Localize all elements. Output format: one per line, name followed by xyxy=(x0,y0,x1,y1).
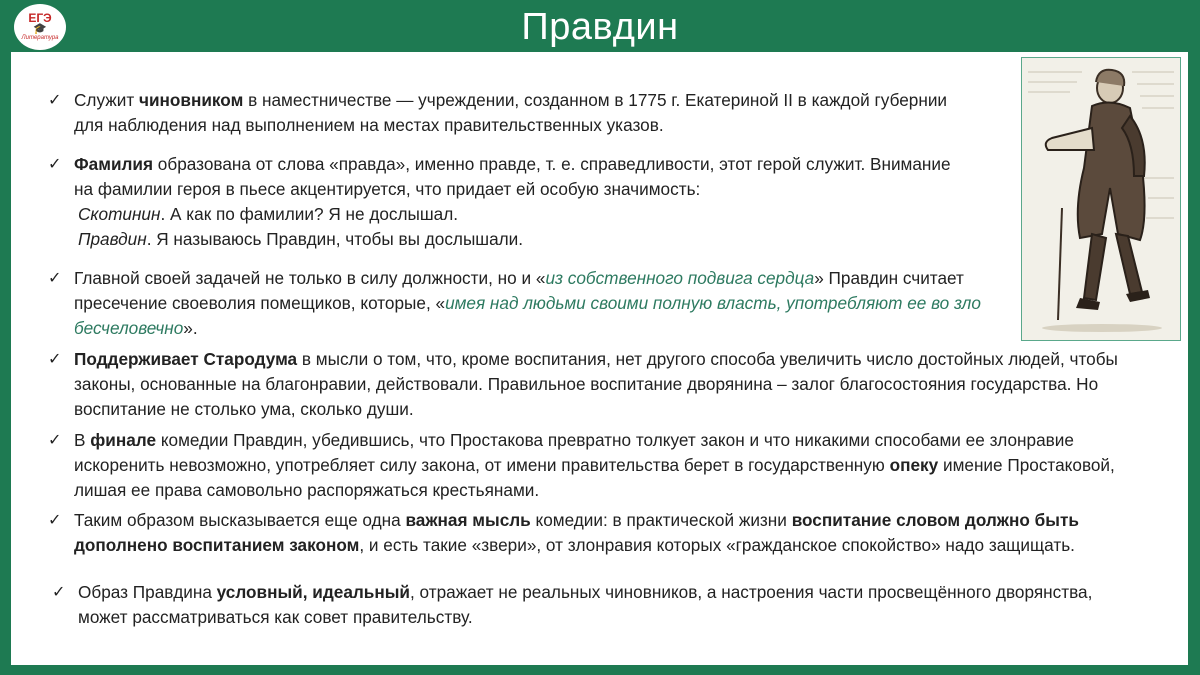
check-icon: ✓ xyxy=(48,512,62,529)
bullet-finale: В финале комедии Правдин, убедившись, что Простакова превратно толкует закон и что никакими способами ее злонравие искоренить невозможно, употребляет силу закона, от имени правительства берет в государственную опеку имение Простаковой, лишая ее права самовольно распоряжаться крестьянами. xyxy=(74,430,1115,500)
check-icon: ✓ xyxy=(48,156,62,173)
bullet-duty: Служит чиновником в наместничестве — учреждении, созданном в 1775 г. Екатериной II в каждой губернии для наблюдения над выполнением на местах правительственных указов. xyxy=(74,90,948,135)
check-icon: ✓ xyxy=(48,432,62,449)
page-title: Правдин xyxy=(521,6,679,48)
bullet-important-idea: Таким образом высказывается еще одна важная мысль комедии: в практической жизни воспитание словом должно быть дополнено воспитанием законом, и есть такие «звери», от злонравия которых «гражданское спокойство» надо защищать. xyxy=(74,510,1079,555)
bullet-surname: Фамилия образована от слова «правда», именно правде, т. е. справедливости, этот герой служит. Внимание на фамилии героя в пьесе акцентируется, что придает ей особую значимость: Скотинин. А как по фамилии? Я не дослышал. Правдин. Я называюсь Правдин, чтобы вы дослышали. xyxy=(74,154,951,249)
bullet-starodum: Поддерживает Стародума в мысли о том, что, кроме воспитания, нет другого способа увеличить число достойных людей, чтобы законы, основанные на благонравии, действовали. Правильное воспитание дворянина – залог благосостояния государства. Но воспитание не столько ума, сколько души. xyxy=(74,349,1118,419)
graduation-cap-icon: 🎓 xyxy=(33,23,47,35)
bullet-main-task: Главной своей задачей не только в силу должности, но и «из собственного подвига сердца» Правдин считает пресечение своеволия помещиков, которые, «имея над людьми своими полную власть, употребляют ее во зло бесчеловечно». xyxy=(74,268,981,338)
logo-text: ЕГЭ xyxy=(28,11,52,25)
check-icon: ✓ xyxy=(52,584,66,601)
check-icon: ✓ xyxy=(48,92,62,109)
portrait-image xyxy=(1021,57,1181,341)
check-icon: ✓ xyxy=(48,270,62,287)
bullet-ideal-image: Образ Правдина условный, идеальный, отражает не реальных чиновников, а настроения части просвещённого дворянства, может рассматриваться как совет правительству. xyxy=(78,582,1093,627)
logo-subtitle: Литература xyxy=(21,35,59,41)
check-icon: ✓ xyxy=(48,351,62,368)
nobleman-engraving-image xyxy=(1022,58,1180,340)
header-bar xyxy=(0,0,1200,52)
